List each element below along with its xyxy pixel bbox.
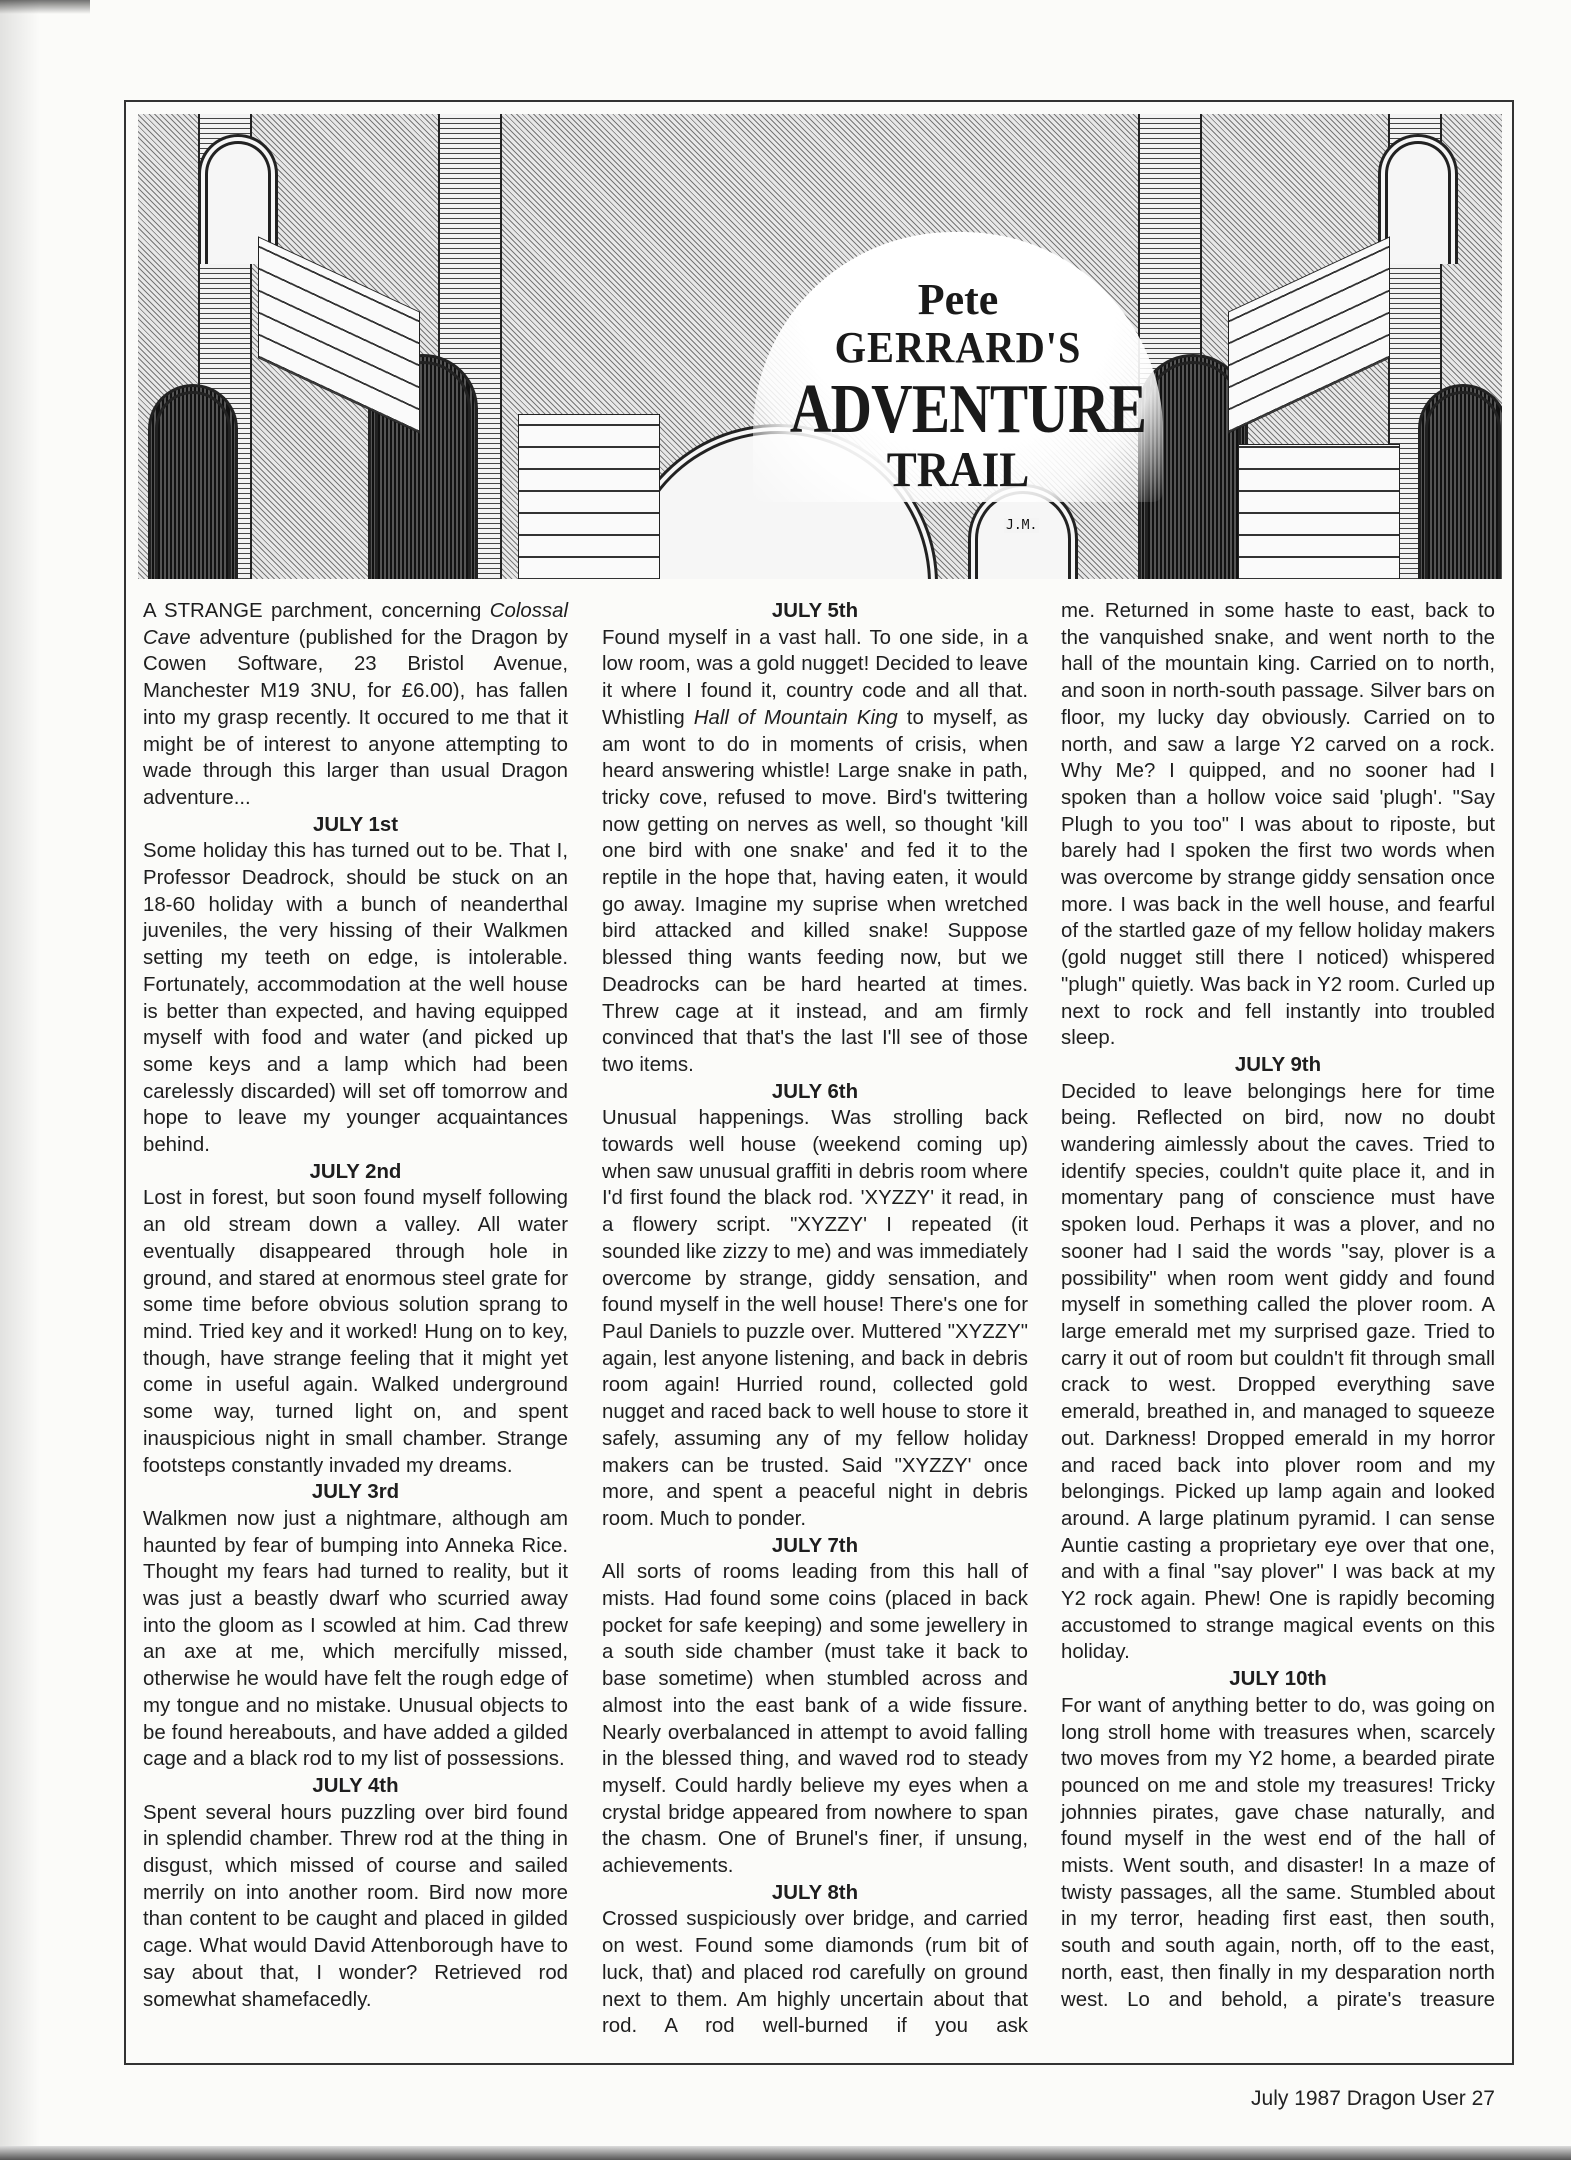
paragraph-text: me. Returned in some haste to east, back to the vanquished snake, and went north to the hall of the mountain king. Carried on to north, and soon in north-south passage. Silver bars on floor, my lucky day obviously. Carried on to north, and saw a large Y2 carved on a rock. Why Me? I quipped, and no sooner had I spoken than a hollow voice said 'plugh'. "Say Plugh to you too" I was about to riposte, but barely had I spoken the first two words when was overcome by strange giddy sensation once more. I was back in the well house, and fearful of the startled gaze of my fellow holiday makers (gold nugget still there I noticed) whispered "plugh" quietly. Was back in Y2 room. Curled up next to rock and fell instantly into troubled sleep. — [1061, 600, 1495, 1050]
author-first-name: Pete — [917, 275, 999, 324]
body-paragraph — [143, 838, 568, 1158]
diary-date-heading: JULY 2nd — [309, 1160, 402, 1183]
paragraph-text: Unusual happenings. Was strolling back towards well house (weekend coming up) when saw unusual graffiti in debris room where I'd first found the black rod. 'XYZZY' it read, in a flowery script. "XYZZY' I repeated (it sounded like zizzy to me) and was immediately overcome by strange, giddy sensation, and found myself in the well house! There's one for Paul Daniels to puzzle over. Muttered "XYZZY" again, lest anyone listening, and back in debris room again! Hurried round, collected gold nugget and raced back to well house to store it safely, assuming any of my fellow holiday makers can be trusted. Said "XYZZY' once more, and spent a peaceful night in debris room. Much to ponder. — [602, 1107, 1028, 1530]
body-paragraph — [143, 598, 568, 812]
artist-initials: J.M. — [1006, 518, 1038, 533]
diary-date-heading: JULY 5th — [771, 600, 859, 622]
paragraph-text: Lost in forest, but soon found myself following an old stream down a valley. All water eventually disappeared through hole in ground, and stared at enormous steel grate for some time before obvious solution sprang to mind. Tried key and it worked! Hung on to key, though, have strange feeling that it might yet come in useful again. Walked underground some way, turned light on, and spent inauspicious night in small chamber. Strange footsteps constantly invaded my dreams. — [143, 1187, 568, 1477]
paragraph-text: For want of anything better to do, was going on long stroll home with treasures when, scarcely two moves from my Y2 home, a bearded pirate pounced on me and stole my treasures! Tricky johnnies pirates, gave chase naturally, and found myself in the west end of the hall of mists. Went south, and disaster! In a maze of twisty passages, all the same. Stumbled about in my terror, heading first east, then south, south and south again, north, off to the east, north, east, then finally in my desparation north west. Lo and behold, a pirate's treasure — [1061, 1694, 1495, 2011]
arch — [148, 384, 238, 579]
paragraph-text: adventure (published for the Dragon by Cowen Software, 23 Bristol Avenue, Manchester M19 3NU, for £6.00), has fallen into my grasp recently. It occured to me that it might be of interest to anyone attempting to wade through this larger than usual Dragon adventure... — [143, 626, 568, 809]
body-paragraph — [602, 1105, 1028, 1532]
body-paragraph — [1061, 1693, 1495, 2013]
arch — [1378, 134, 1458, 264]
staircase — [1228, 236, 1390, 434]
staircase — [518, 414, 660, 579]
author-last-name: GERRARD'S — [834, 323, 1082, 372]
paragraph-text: Some holiday this has turned out to be. That I, Professor Deadrock, should be stuck on an 18-60 holiday with a bunch of neanderthal juveniles, the very hissing of their Walkmen setting my teeth on edge, is intolerable. Fortunately, accommodation at the well house is better than expected, and having equipped myself with food and water (and picked up some keys and a lamp which had been carelessly discarded) will set off tomorrow and hope to leave my younger acquaintances behind. — [143, 840, 568, 1157]
paragraph-text: to myself, as am wont to do in moments of crisis, when heard answering whistle! Large snake in path, tricky cove, refused to move. Bird's twittering now getting on nerves as well, so thought 'kill one bird with one snake' and fed it to the reptile in the hope that, having eaten, it would go away. Imagine my suprise when wretched bird attacked and killed snake! Suppose blessed thing wants feeding now, but we Deadrocks can be hard hearted at times. Threw cage at it instead, and am firmly convinced that that's the last I'll see of those two items. — [602, 706, 1028, 1076]
paragraph-text: Crossed suspiciously over bridge, and carried on west. Found some diamonds (rum bit of luck, that) and placed rod carefully on ground next to them. Am highly uncertain about that rod. A rod well-burned if you ask — [602, 1908, 1028, 2038]
body-paragraph — [143, 1800, 568, 2014]
paragraph-text: Decided to leave belongings here for time being. Reflected on bird, now no doubt wandering aimlessly about the caves. Tried to identify species, couldn't quite place it, and in momentary pang of conscience must have spoken loud. Perhaps it was a plover, and no sooner had I said the words "say, plover is a possibility" when room went giddy and found myself in something called the plover room. A large emerald met my surprised gaze. Tried to carry it out of room but couldn't fit through small crack to west. Dropped everything save emerald, breathed in, and managed to squeeze out. Darkness! Dropped emerald in my horror and raced back into plover room and my belongings. Picked up lamp again and looked around. A large platinum pyramid. I can sense Auntie casting a proprietary eye over that one, and with a final "say plover" I was back at my Y2 rock again. Phew! One is rapidly becoming accustomed to strange magical events on this holiday. — [1061, 1080, 1495, 1664]
diary-date-heading: JULY 4th — [312, 1774, 399, 1797]
column-title-line2: TRAIL — [886, 441, 1030, 497]
diary-date-heading: JULY 3rd — [311, 1481, 400, 1504]
page-edge-shadow — [0, 0, 40, 2160]
body-paragraph — [1061, 1079, 1495, 1666]
text-column-1 — [143, 598, 568, 2013]
body-paragraph — [143, 1506, 568, 1773]
diary-date-heading: JULY 6th — [771, 1080, 859, 1103]
paragraph-text: A STRANGE parchment, concerning — [143, 600, 490, 622]
body-paragraph — [1061, 598, 1495, 1052]
column-title-line1: ADVENTURE — [789, 371, 1147, 448]
title-badge — [753, 232, 1163, 502]
italic-title-text: Colossal Cave — [143, 600, 568, 649]
staircase — [258, 236, 420, 434]
italic-title-text: Hall of Mountain King — [693, 706, 898, 729]
header-illustration — [138, 114, 1502, 579]
body-paragraph — [602, 625, 1028, 1079]
page-corner-shadow — [0, 0, 90, 14]
page-bottom-edge — [0, 2146, 1571, 2160]
page-folio: July 1987 Dragon User 27 — [1251, 2087, 1495, 2110]
text-column-3 — [1061, 598, 1495, 2013]
body-paragraph — [143, 1185, 568, 1479]
diary-date-heading: JULY 7th — [771, 1534, 859, 1557]
paragraph-text: Found myself in a vast hall. To one side, in a low room, was a gold nugget! Decided to leave it where I found it, country code and all that. Whistling — [602, 626, 1028, 729]
paragraph-text: Spent several hours puzzling over bird found in splendid chamber. Threw rod at the thing in disgust, which missed of course and sailed merrily on into another room. Bird now more than content to be caught and placed in gilded cage. What would David Attenborough have to say about that, I wonder? Retrieved rod somewhat shamefacedly. — [143, 1801, 568, 2011]
diary-date-heading: JULY 8th — [771, 1881, 859, 1904]
paragraph-text: Walkmen now just a nightmare, although am haunted by fear of bumping into Anneka Rice. Thought my fears had turned to reality, but it was just a beastly dwarf who scurried away into the gloom as I scowled at him. Cad threw an axe at me, which mercifully missed, otherwise he would have felt the rough edge of my tongue and no mistake. Unusual objects to be found hereabouts, and have added a gilded cage and a black rod to my list of possessions. — [143, 1507, 568, 1771]
body-paragraph — [602, 1906, 1028, 2040]
diary-date-heading: JULY 9th — [1234, 1053, 1322, 1076]
diary-date-heading: JULY 10th — [1229, 1668, 1327, 1691]
arch — [1418, 384, 1502, 579]
text-column-2 — [602, 598, 1028, 2040]
staircase — [1238, 444, 1400, 579]
diary-date-heading: JULY 1st — [312, 813, 399, 836]
paragraph-text: All sorts of rooms leading from this hall of mists. Had found some coins (placed in back pocket for safe keeping) and some jewellery in a south side chamber (must take it back to base sometime) when stumbled across and almost into the east bank of a wide fissure. Nearly overbalanced in attempt to avoid falling in the blessed thing, and waved rod to steady myself. Could hardly believe my eyes when a crystal bridge appeared from nowhere to span the chasm. One of Brunel's finer, if unsung, achievements. — [602, 1561, 1028, 1878]
body-paragraph — [602, 1559, 1028, 1879]
